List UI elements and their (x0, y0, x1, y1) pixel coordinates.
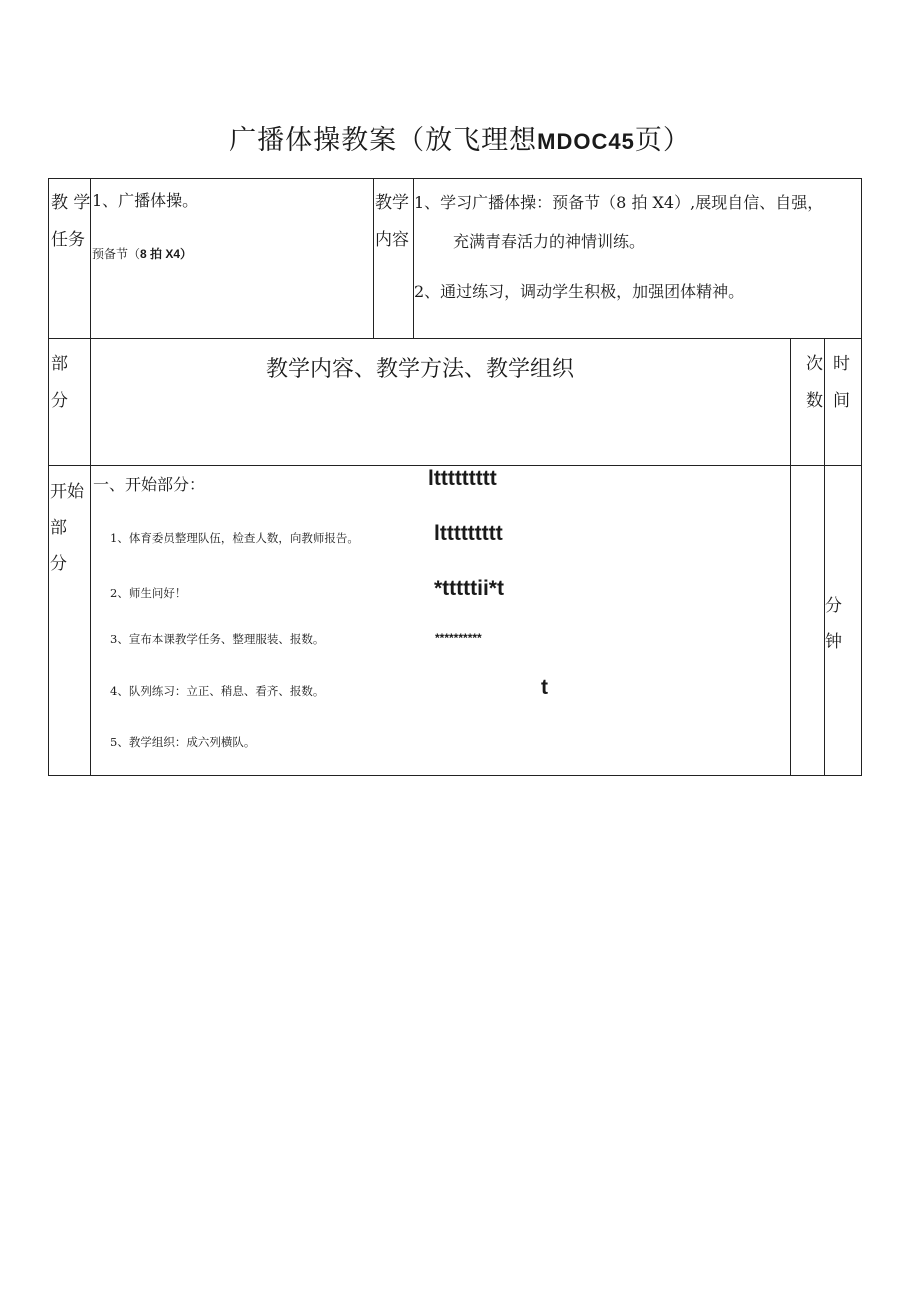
formation-row-4: ********** (435, 631, 482, 645)
start-heading: 一、开始部分： (93, 475, 206, 494)
label-part-line1: 部 (51, 354, 68, 374)
label-task-line1: 教 学 (51, 193, 91, 213)
content-item2: 2、通过练习，调动学生积极，加强团体精神。 (414, 282, 745, 301)
title-suffix: 页） (634, 125, 691, 156)
time-unit-line1: 分 (825, 596, 842, 616)
label-time-line1: 时 (833, 354, 850, 374)
table-divider-row2 (48, 465, 862, 466)
label-times-line1: 次 (806, 354, 823, 374)
formation-row-5: t (541, 676, 548, 699)
table-divider-row1 (48, 338, 862, 339)
task-line2 (92, 245, 192, 262)
title-main: 广播体操教案（放飞理想 (229, 125, 538, 156)
content-item1-b: 充满青春活力的神情训练。 (453, 232, 646, 251)
label-part-line2: 分 (51, 391, 68, 411)
formation-row-3: *tttttii*t (434, 577, 504, 600)
formation-row-2: lttttttttt (434, 522, 503, 545)
label-content-line2: 内容 (375, 230, 409, 250)
label-start-line2: 部 (50, 518, 67, 538)
label-time-line2: 间 (833, 391, 850, 411)
label-content-line1: 教学 (375, 193, 409, 213)
table-border-bottom (48, 775, 862, 776)
start-item-1: 1、体育委员整理队伍，检查人数，向教师报告。 (110, 531, 359, 545)
task-line2-bold: 8 拍 X4） (140, 247, 193, 261)
section-header: 教学内容、教学方法、教学组织 (266, 357, 575, 382)
start-item-5: 5、教学组织：成六列横队。 (110, 735, 256, 749)
start-item-4: 4、队列练习：立正、稍息、看齐、报数。 (110, 684, 325, 698)
time-unit-line2: 钟 (825, 632, 842, 652)
table-col-divider-label (90, 178, 91, 776)
table-border-left (48, 178, 49, 776)
table-border-top (48, 178, 862, 179)
label-start-line1: 开始 (50, 482, 84, 502)
table-col-divider-time (824, 338, 825, 776)
label-start-line3: 分 (50, 554, 67, 574)
start-item-3: 3、宣布本课教学任务、整理服装、报数。 (110, 632, 325, 646)
table-border-right (861, 178, 862, 776)
page-title (0, 118, 920, 157)
start-item-2: 2、师生问好！ (110, 586, 187, 600)
content-item1-a: 1、学习广播体操：预备节（8 拍 X4）,展现自信、自强， (414, 193, 824, 212)
title-latin: MDOC45 (537, 129, 635, 154)
task-line1: 1、广播体操。 (92, 191, 199, 210)
table-col-divider-row1-a (373, 178, 374, 338)
label-task-line2: 任务 (51, 230, 85, 250)
table-col-divider-times (790, 338, 791, 776)
formation-row-1: lttttttttt (428, 467, 497, 490)
label-times-line2: 数 (806, 391, 823, 411)
task-line2-prefix: 预备节（ (92, 247, 141, 261)
